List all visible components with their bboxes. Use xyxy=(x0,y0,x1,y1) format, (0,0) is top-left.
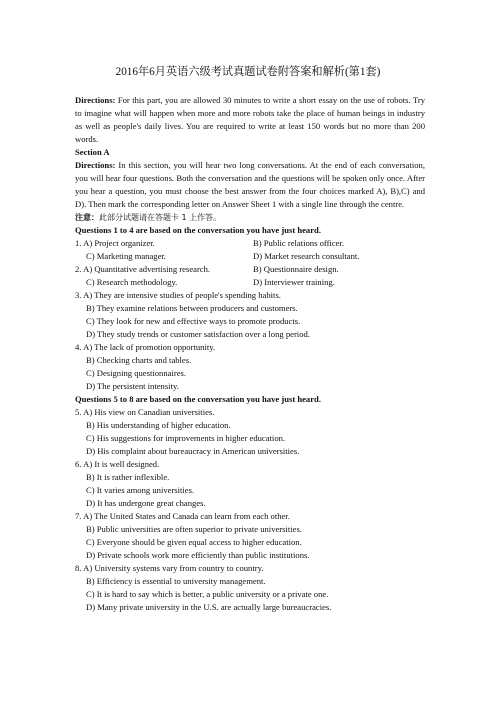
q2-option-a: 2. A) Quantitative advertising research. xyxy=(75,264,211,274)
q5-option-a: 5. A) His view on Canadian universities. xyxy=(75,407,215,417)
document-title: 2016年6月英语六级考试真题试卷附答案和解析(第1套) xyxy=(115,66,381,78)
q4-option-a: 4. A) The lack of promotion opportunity. xyxy=(75,342,216,352)
question-2-row-1 xyxy=(75,263,425,276)
document-body xyxy=(75,94,425,614)
question-1-row-1 xyxy=(75,237,425,250)
questions-1-4-heading: Questions 1 to 4 are based on the conversation you have just heard. xyxy=(75,225,321,235)
q7-option-a: 7. A) The United States and Canada can learn from each other. xyxy=(75,511,290,521)
q1-option-a: 1. A) Project organizer. xyxy=(75,238,155,248)
question-1-row-2 xyxy=(75,250,425,263)
questions-5-8-heading: Questions 5 to 8 are based on the conversation you have just heard. xyxy=(75,394,321,404)
q5-option-b: B) His understanding of higher education. xyxy=(86,420,231,430)
q4-option-d: D) The persistent intensity. xyxy=(86,381,179,391)
note-line xyxy=(75,211,425,224)
writing-directions xyxy=(75,94,425,146)
q8-option-d: D) Many private university in the U.S. are actually large bureaucracies. xyxy=(86,602,332,612)
q1-option-c: C) Marketing manager. xyxy=(86,251,166,261)
note-text: 此部分试题请在答题卡 1 上作答。 xyxy=(99,213,222,222)
question-2-row-2 xyxy=(75,276,425,289)
q1-option-b: B) Public relations officer. xyxy=(253,238,345,248)
q6-option-a: 6. A) It is well designed. xyxy=(75,459,160,469)
q5-option-c: C) His suggestions for improvements in higher education. xyxy=(86,433,286,443)
q3-option-a: 3. A) They are intensive studies of people's spending habits. xyxy=(75,290,281,300)
q2-option-b: B) Questionnaire design. xyxy=(253,264,339,274)
q3-option-d: D) They study trends or customer satisfaction over a long period. xyxy=(86,329,310,339)
section-a-heading: Section A xyxy=(75,147,110,157)
section-a-directions xyxy=(75,159,425,211)
q5-option-d: D) His complaint about bureaucracy in American universities. xyxy=(86,446,300,456)
q3-option-c: C) They look for new and effective ways to promote products. xyxy=(86,316,301,326)
section-a-directions-text: In this section, you will hear two long conversations. At the end of each conversation, you will hear four questions. Both the conversation and the questions will be spoken only once. After you hear a question, you must choose the best answer from the four choices marked A), B),C) and D). Then mark the corresponding letter on Answer Sheet 1 with a single line through the centre. xyxy=(75,160,425,209)
section-a-directions-label: Directions: xyxy=(75,160,116,170)
q8-option-a: 8. A) University systems vary from country to country. xyxy=(75,563,264,573)
q2-option-c: C) Research methodology. xyxy=(86,277,178,287)
q8-option-b: B) Efficiency is essential to university management. xyxy=(86,576,266,586)
q7-option-c: C) Everyone should be given equal access to higher education. xyxy=(86,537,302,547)
q6-option-c: C) It varies among universities. xyxy=(86,485,195,495)
q4-option-b: B) Checking charts and tables. xyxy=(86,355,192,365)
q4-option-c: C) Designing questionnaires. xyxy=(86,368,187,378)
q6-option-d: D) It has undergone great changes. xyxy=(86,498,206,508)
writing-directions-label: Directions: xyxy=(75,95,116,105)
note-label: 注意： xyxy=(75,213,99,222)
q7-option-b: B) Public universities are often superior to private universities. xyxy=(86,524,302,534)
writing-directions-text: For this part, you are allowed 30 minutes to write a short essay on the use of robots. Try to imagine what will happen when more and more robots take the place of human beings in industry as well as people's daily lives. You are required to write at least 150 words but no more than 200 words. xyxy=(75,95,425,144)
q2-option-d: D) Interviewer training. xyxy=(253,277,335,287)
q8-option-c: C) It is hard to say which is better, a public university or a private one. xyxy=(86,589,329,599)
q7-option-d: D) Private schools work more efficiently than public institutions. xyxy=(86,550,310,560)
q6-option-b: B) It is rather inflexible. xyxy=(86,472,170,482)
q3-option-b: B) They examine relations between producers and customers. xyxy=(86,303,298,313)
q1-option-d: D) Market research consultant. xyxy=(253,251,360,261)
